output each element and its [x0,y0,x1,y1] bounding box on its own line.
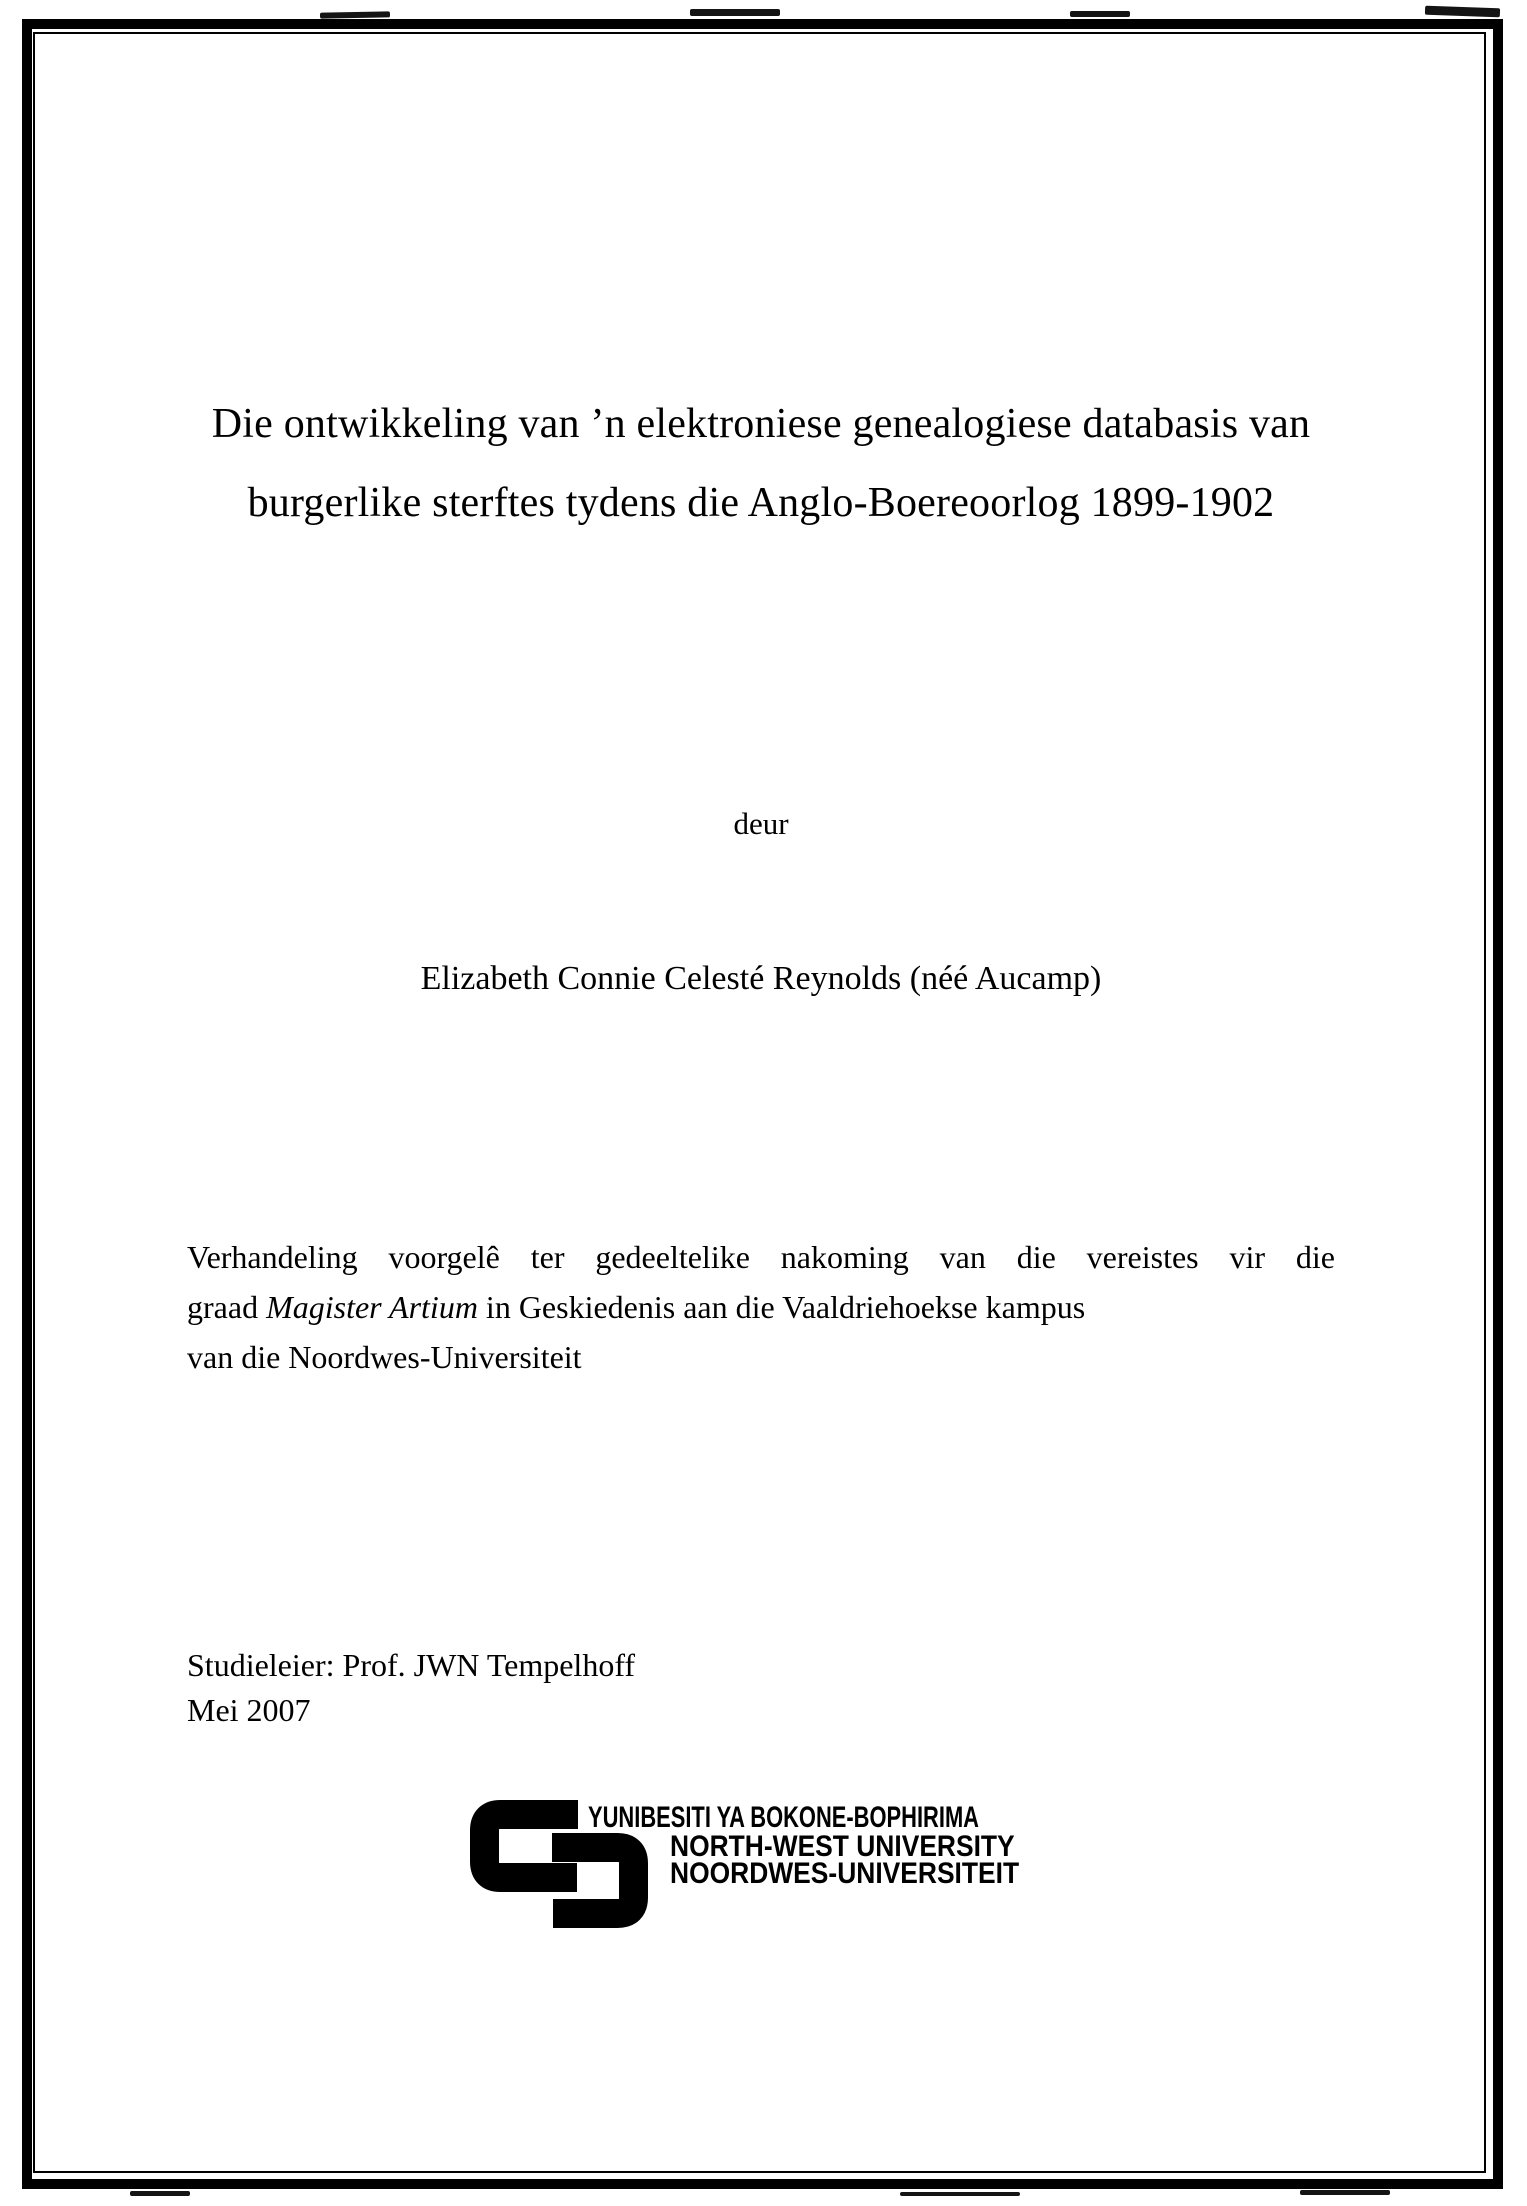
scan-artifact [1300,2190,1390,2195]
thesis-statement-line3: van die Noordwes-Universiteit [187,1339,582,1375]
statement-line2-post: in Geskiedenis aan die Vaaldriehoekse kampus [485,1289,1086,1325]
thesis-title-line2: burgerlike sterftes tydens die Anglo-Boereoorlog 1899-1902 [247,480,1275,526]
author-name: Elizabeth Connie Celesté Reynolds (néé Aucamp) [420,960,1102,997]
degree-name: Magister Artium [266,1289,478,1325]
supervisor-block [187,1643,1335,1733]
thesis-title-line1: Die ontwikkeling van ’n elektroniese genealogiese databasis van [211,401,1311,447]
scan-artifact [690,9,780,16]
byline: deur [733,806,789,841]
thesis-statement-line1: Verhandeling voorgelê ter gedeeltelike nakoming van die vereistes vir die [187,1239,1335,1275]
logo-text-setswana: YUNIBESITI YA BOKONE-BOPHIRIMA [588,1801,980,1834]
logo-text-afrikaans: NOORDWES-UNIVERSITEIT [670,1857,1020,1890]
scan-artifact [130,2191,190,2196]
scan-artifact [320,11,390,18]
logo-text-english: NORTH-WEST UNIVERSITY [670,1830,1015,1863]
scan-artifact [1425,6,1500,18]
supervisor-line: Studieleier: Prof. JWN Tempelhoff [187,1647,636,1683]
scan-artifact [1070,11,1130,17]
scan-artifact [900,2192,1020,2196]
thesis-statement [187,1232,1335,1382]
date-line: Mei 2007 [187,1692,311,1728]
thesis-statement-line2 [187,1282,1335,1332]
statement-line2-pre: graad [187,1289,259,1325]
